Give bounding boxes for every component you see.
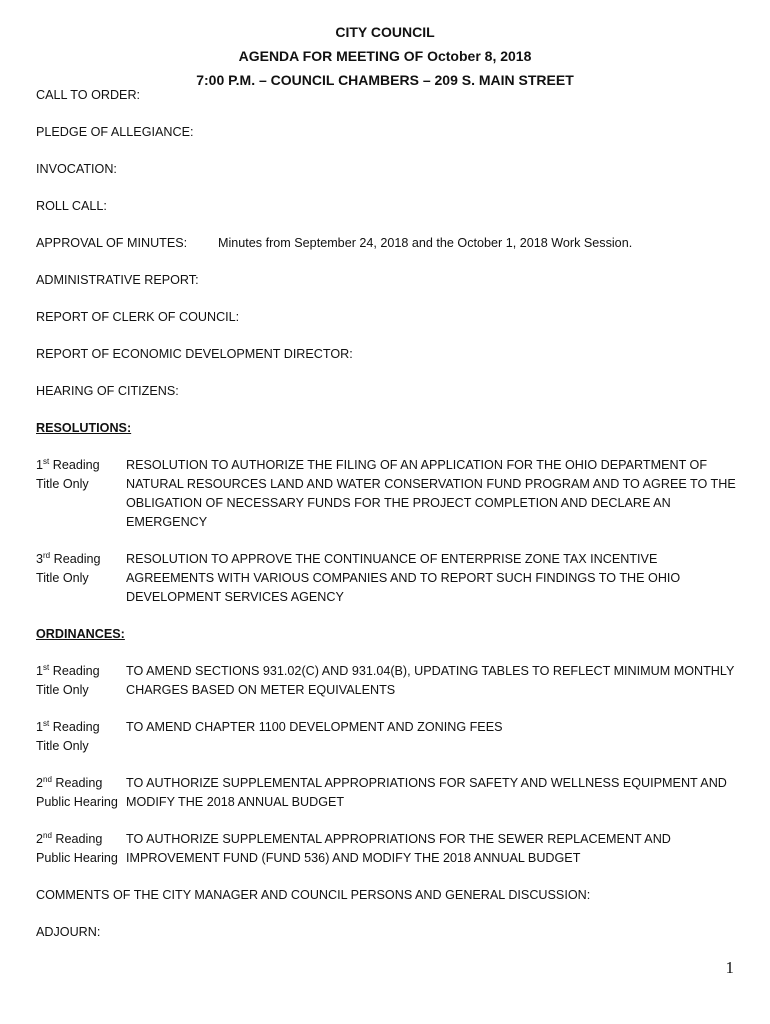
agenda-header xyxy=(0,20,770,92)
ordinance-text-line2: IMPROVEMENT FUND (FUND 536) AND MODIFY THE 2018 ANNUAL BUDGET xyxy=(126,851,581,865)
ordinance-text: TO AMEND SECTIONS 931.02(C) AND 931.04(B), UPDATING TABLES TO REFLECT MINIMUM MONTHLY CHARGES BASED ON METER EQUIVALENTS xyxy=(126,664,735,697)
reading-ordinal-suffix: rd xyxy=(43,550,51,560)
roll-call: ROLL CALL: xyxy=(36,199,107,213)
reading-type: Title Only xyxy=(36,477,89,491)
header-title: CITY COUNCIL xyxy=(335,24,435,40)
header-meeting-date: AGENDA FOR MEETING OF October 8, 2018 xyxy=(238,48,532,64)
ordinances-heading: ORDINANCES: xyxy=(36,627,125,641)
reading-stage xyxy=(36,456,126,532)
ordinance-text-line1: TO AUTHORIZE SUPPLEMENTAL APPROPRIATIONS FOR THE SEWER REPLACEMENT AND xyxy=(126,832,671,846)
resolution-item xyxy=(36,456,746,532)
ordinance-item xyxy=(36,662,746,700)
reading-ordinal: 1 xyxy=(36,720,44,734)
reading-stage xyxy=(36,662,126,700)
economic-development-report: REPORT OF ECONOMIC DEVELOPMENT DIRECTOR: xyxy=(36,347,353,361)
reading-label: Reading xyxy=(51,776,103,790)
reading-label: Reading xyxy=(49,664,100,678)
resolution-item xyxy=(36,550,746,607)
administrative-report: ADMINISTRATIVE REPORT: xyxy=(36,273,199,287)
reading-ordinal: 3 xyxy=(36,552,44,566)
reading-ordinal-suffix: st xyxy=(43,456,50,466)
general-discussion: COMMENTS OF THE CITY MANAGER AND COUNCIL PERSONS AND GENERAL DISCUSSION: xyxy=(36,888,591,902)
ordinance-item xyxy=(36,718,746,756)
reading-ordinal-suffix: st xyxy=(43,718,50,728)
pledge-of-allegiance: PLEDGE OF ALLEGIANCE: xyxy=(36,125,194,139)
reading-label: Reading xyxy=(49,720,100,734)
reading-stage xyxy=(36,718,126,756)
adjourn: ADJOURN: xyxy=(36,925,101,939)
reading-label: Reading xyxy=(51,832,103,846)
reading-label: Reading xyxy=(50,552,101,566)
clerk-of-council-report: REPORT OF CLERK OF COUNCIL: xyxy=(36,310,240,324)
reading-stage xyxy=(36,830,126,849)
header-time-location: 7:00 P.M. – COUNCIL CHAMBERS – 209 S. MAIN STREET xyxy=(196,72,574,88)
reading-type: Public Hearing xyxy=(36,851,118,865)
invocation: INVOCATION: xyxy=(36,162,117,176)
agenda-body xyxy=(36,86,746,960)
approval-of-minutes xyxy=(36,234,746,253)
reading-type: Public Hearing xyxy=(36,795,118,809)
reading-ordinal: 1 xyxy=(36,458,44,472)
page-number: 1 xyxy=(725,958,734,977)
reading-stage xyxy=(36,550,126,607)
ordinance-item xyxy=(36,774,746,812)
ordinance-item xyxy=(36,830,746,868)
reading-type: Title Only xyxy=(36,739,89,753)
reading-ordinal-suffix: nd xyxy=(43,774,52,784)
reading-ordinal: 1 xyxy=(36,664,44,678)
ordinance-text-line1: TO AUTHORIZE SUPPLEMENTAL APPROPRIATIONS FOR SAFETY AND WELLNESS EQUIPMENT AND xyxy=(126,776,727,790)
reading-ordinal-suffix: nd xyxy=(43,830,52,840)
approval-of-minutes-label: APPROVAL OF MINUTES: xyxy=(36,236,188,250)
resolution-text: RESOLUTION TO APPROVE THE CONTINUANCE OF ENTERPRISE ZONE TAX INCENTIVE AGREEMENTS WITH VARIOUS COMPANIES AND TO REPORT SUCH FINDINGS TO THE OHIO DEVELOPMENT SERVICES AGENCY xyxy=(126,552,681,604)
ordinance-text: TO AMEND CHAPTER 1100 DEVELOPMENT AND ZONING FEES xyxy=(126,720,503,734)
reading-type: Title Only xyxy=(36,571,89,585)
reading-label: Reading xyxy=(49,458,100,472)
approval-of-minutes-text: Minutes from September 24, 2018 and the October 1, 2018 Work Session. xyxy=(218,236,633,250)
call-to-order: CALL TO ORDER: xyxy=(36,88,141,102)
hearing-of-citizens: HEARING OF CITIZENS: xyxy=(36,384,179,398)
resolution-text: RESOLUTION TO AUTHORIZE THE FILING OF AN APPLICATION FOR THE OHIO DEPARTMENT OF NATURAL RESOURCES LAND AND WATER CONSERVATION FUND PROGRAM AND TO AGREE TO THE OBLIGATION OF NECESSARY FUNDS FOR THE PROJECT COMPLETION AND DECLARE AN EMERGENCY xyxy=(126,458,736,529)
reading-ordinal: 2 xyxy=(36,832,44,846)
reading-type: Title Only xyxy=(36,683,89,697)
reading-ordinal-suffix: st xyxy=(43,662,50,672)
reading-ordinal: 2 xyxy=(36,776,44,790)
resolutions-heading: RESOLUTIONS: xyxy=(36,421,132,435)
reading-stage xyxy=(36,774,126,793)
ordinance-text-line2: MODIFY THE 2018 ANNUAL BUDGET xyxy=(126,795,345,809)
